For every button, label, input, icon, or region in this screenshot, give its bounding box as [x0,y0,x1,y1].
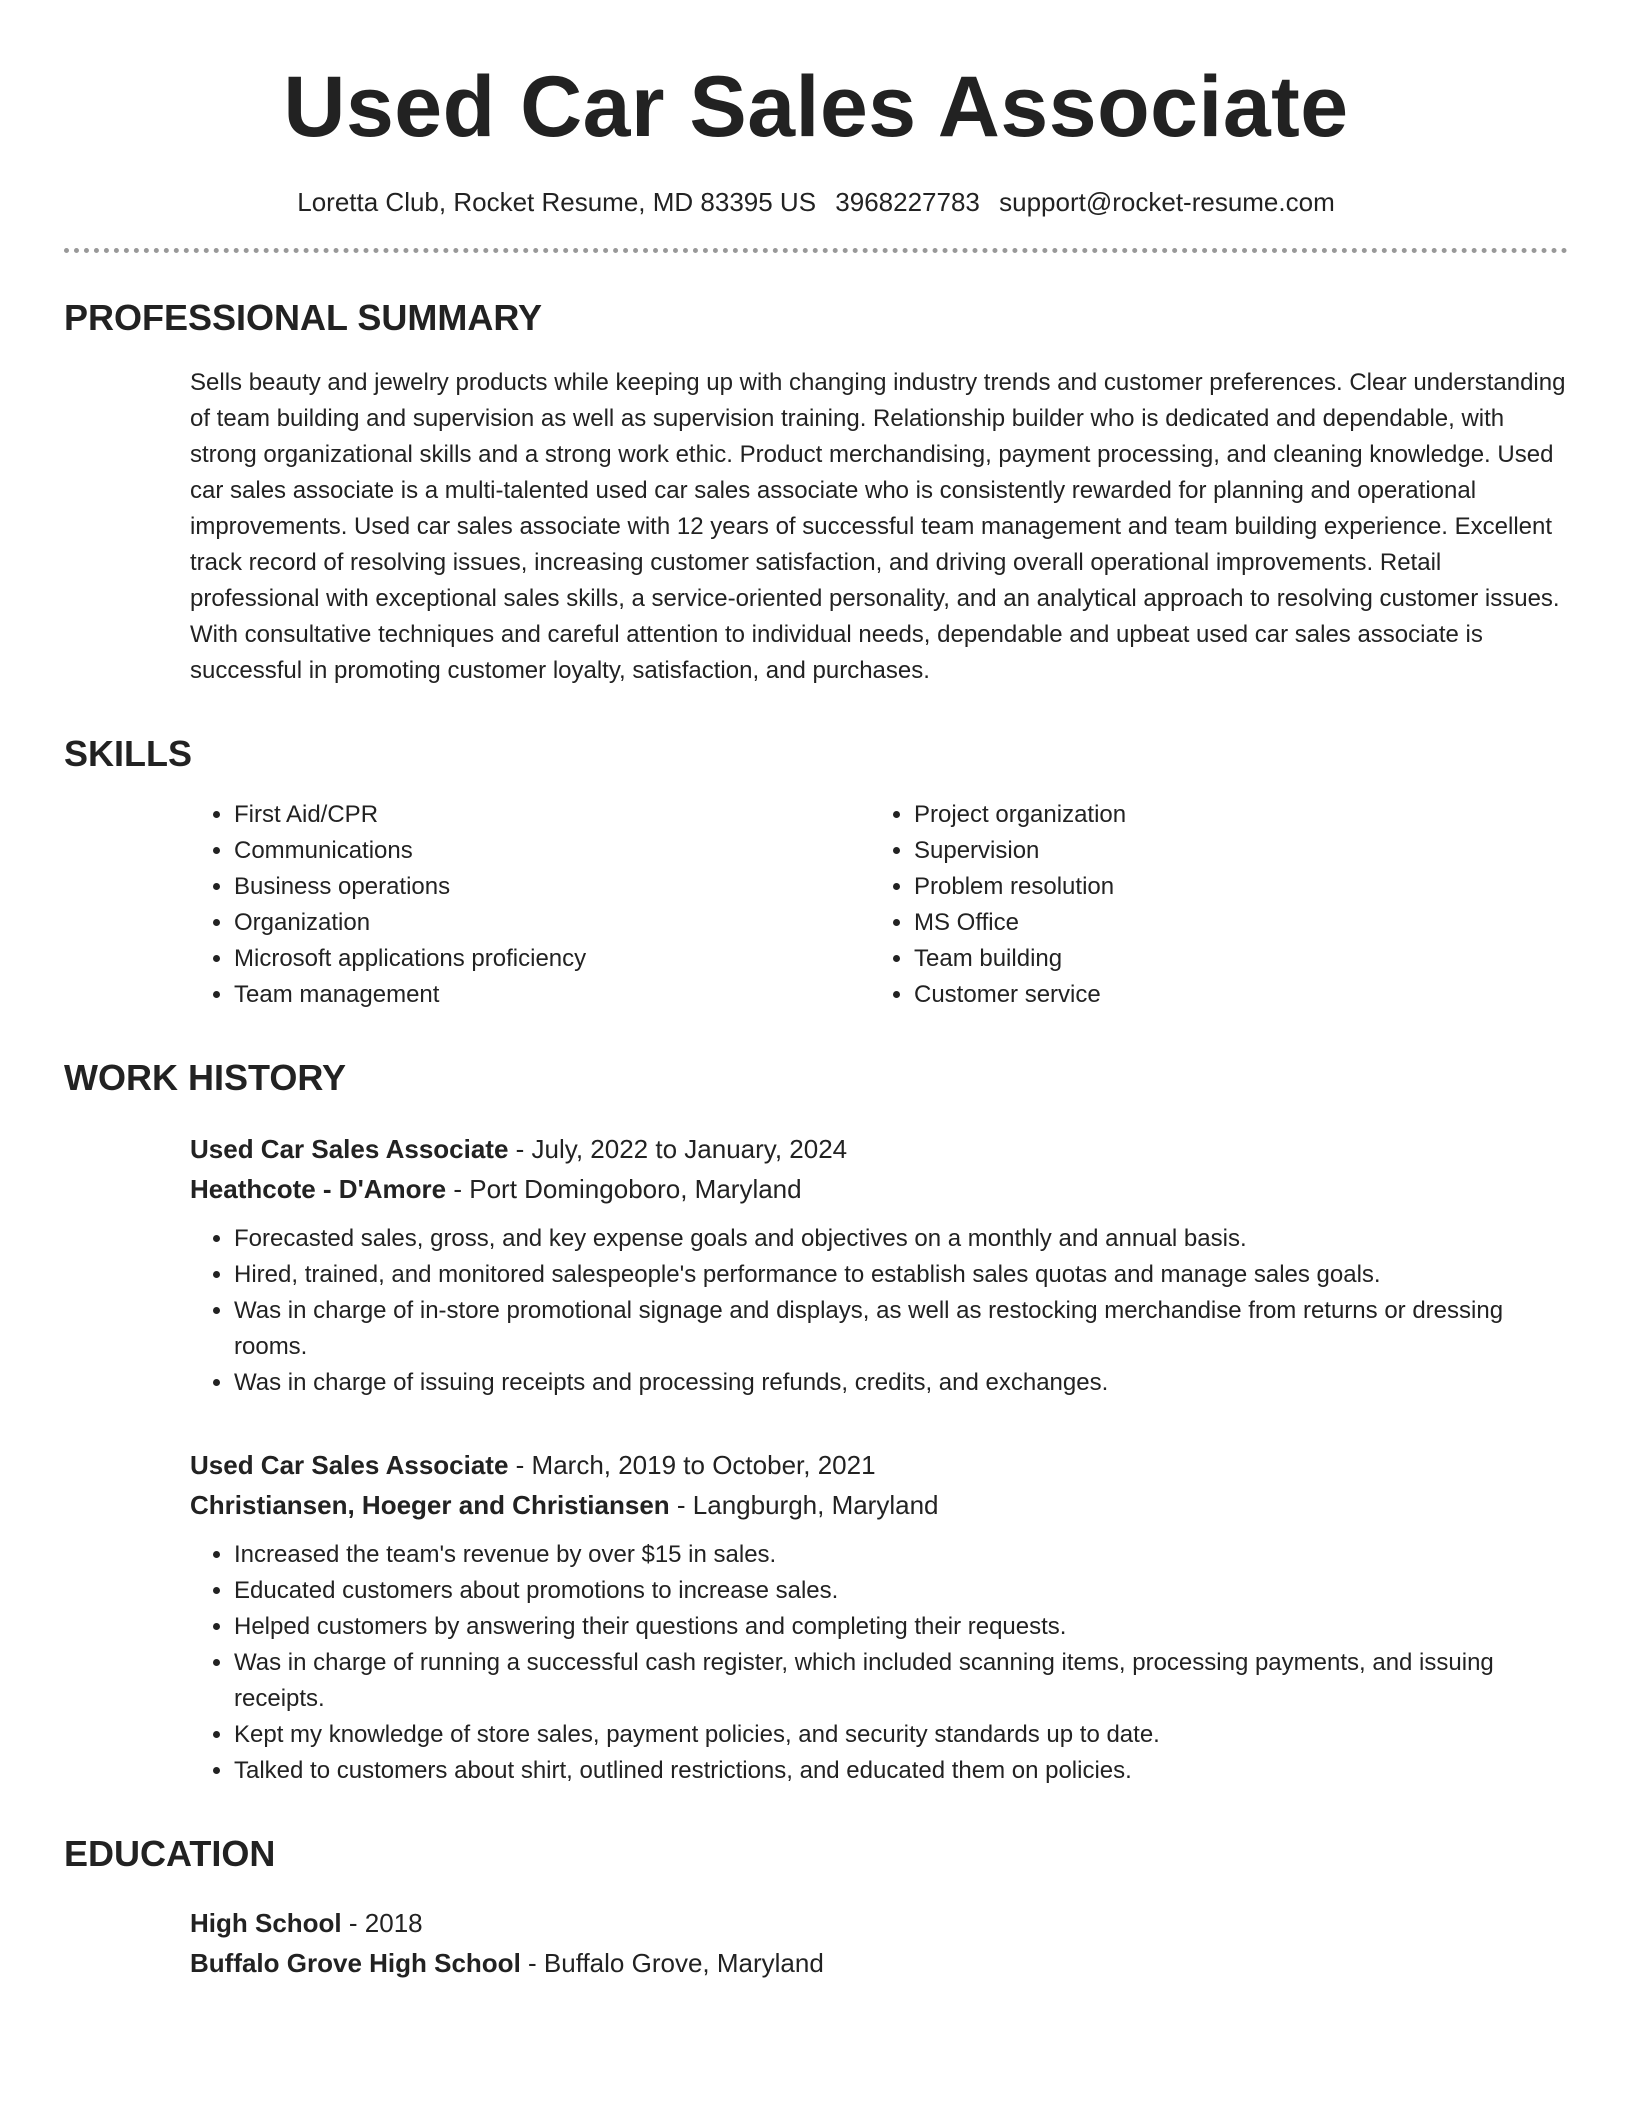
education-year: - 2018 [341,1908,423,1939]
skills-list-right [870,797,1550,1013]
skill-item: • First Aid/CPR [234,797,870,833]
job-bullet: • Was in charge of issuing receipts and processing refunds, credits, and exchanges. [234,1365,1568,1401]
job-bullet: • Kept my knowledge of store sales, payment policies, and security standards up to date. [234,1717,1568,1753]
summary-text: Sells beauty and jewelry products while keeping up with changing industry trends and customer preferences. Clear understanding of team building and supervision as well as supervision training. Relationship builder who is dedicated and dependable, with strong organizational skills and a strong work ethic. Product merchandising, payment processing, and cleaning knowledge. Used car sales associate is a multi-talented used car sales associate who is consistently rewarded for planning and operational improvements. Used car sales associate with 12 years of successful team management and team building experience. Excellent track record of resolving issues, increasing customer satisfaction, and driving overall operational improvements. Retail professional with exceptional sales skills, a service-oriented personality, and an analytical approach to resolving customer issues. With consultative techniques and careful attention to individual needs, dependable and upbeat used car sales associate is successful in promoting customer loyalty, satisfaction, and purchases. [190,369,1566,685]
job-dates: - March, 2019 to October, 2021 [508,1450,876,1481]
job-entry [190,1445,1568,1789]
job-company-line [190,1485,1568,1525]
skills-section [64,733,1568,1013]
skill-item: • Project organization [914,797,1550,833]
contact-email: support@rocket-resume.com [999,187,1335,218]
job-bullets [190,1221,1568,1401]
job-bullet: • Forecasted sales, gross, and key expense goals and objectives on a monthly and annual basis. [234,1221,1568,1257]
skill-item: • Organization [234,905,870,941]
job-bullet: • Was in charge of in-store promotional signage and displays, as well as restocking merchandise from returns or dressing rooms. [234,1293,1568,1365]
job-dates: - July, 2022 to January, 2024 [508,1134,848,1165]
skill-item: • Business operations [234,869,870,905]
header-divider [64,248,1568,253]
job-bullets [190,1537,1568,1789]
skill-item: • Team management [234,977,870,1013]
summary-heading: PROFESSIONAL SUMMARY [64,297,543,339]
skill-item: • Communications [234,833,870,869]
skill-item: • Supervision [914,833,1550,869]
job-company: Heathcote - D'Amore [190,1174,447,1205]
job-title-line [190,1129,1568,1169]
job-bullet: • Hired, trained, and monitored salespeople's performance to establish sales quotas and manage sales goals. [234,1257,1568,1293]
job-bullet: • Talked to customers about shirt, outlined restrictions, and educated them on policies. [234,1753,1568,1789]
job-bullet: • Educated customers about promotions to increase sales. [234,1573,1568,1609]
education-degree: High School [190,1908,342,1939]
job-bullet: • Was in charge of running a successful cash register, which included scanning items, processing payments, and issuing receipts. [234,1645,1568,1717]
education-section [64,1833,1568,1983]
job-company: Christiansen, Hoeger and Christiansen [190,1490,670,1521]
education-degree-line [190,1903,1568,1943]
candidate-name: Used Car Sales Associate [283,59,1349,155]
skill-item: • Problem resolution [914,869,1550,905]
job-role: Used Car Sales Associate [190,1450,509,1481]
skills-list-left [190,797,870,1013]
job-bullet: • Helped customers by answering their questions and completing their requests. [234,1609,1568,1645]
skill-item: • Team building [914,941,1550,977]
resume-header [64,0,1568,218]
job-bullet: • Increased the team's revenue by over $15 in sales. [234,1537,1568,1573]
skill-item: • MS Office [914,905,1550,941]
contact-phone: 3968227783 [835,187,980,218]
skill-item: • Microsoft applications proficiency [234,941,870,977]
summary-section [64,297,1568,689]
job-company-line [190,1169,1568,1209]
skills-columns [190,797,1568,1013]
contact-line [64,187,1568,218]
education-school-line [190,1943,1568,1983]
skill-item: • Customer service [914,977,1550,1013]
job-role: Used Car Sales Associate [190,1134,509,1165]
job-title-line [190,1445,1568,1485]
education-location: - Buffalo Grove, Maryland [520,1948,824,1979]
work-history-section [64,1057,1568,1789]
job-location: - Langburgh, Maryland [669,1490,939,1521]
education-school: Buffalo Grove High School [190,1948,521,1979]
work-history-heading: WORK HISTORY [64,1057,347,1099]
education-heading: EDUCATION [64,1833,276,1875]
skills-heading: SKILLS [64,733,193,775]
education-entry [190,1903,1568,1983]
job-entry [190,1129,1568,1401]
job-location: - Port Domingoboro, Maryland [446,1174,802,1205]
contact-address: Loretta Club, Rocket Resume, MD 83395 US [297,187,817,218]
